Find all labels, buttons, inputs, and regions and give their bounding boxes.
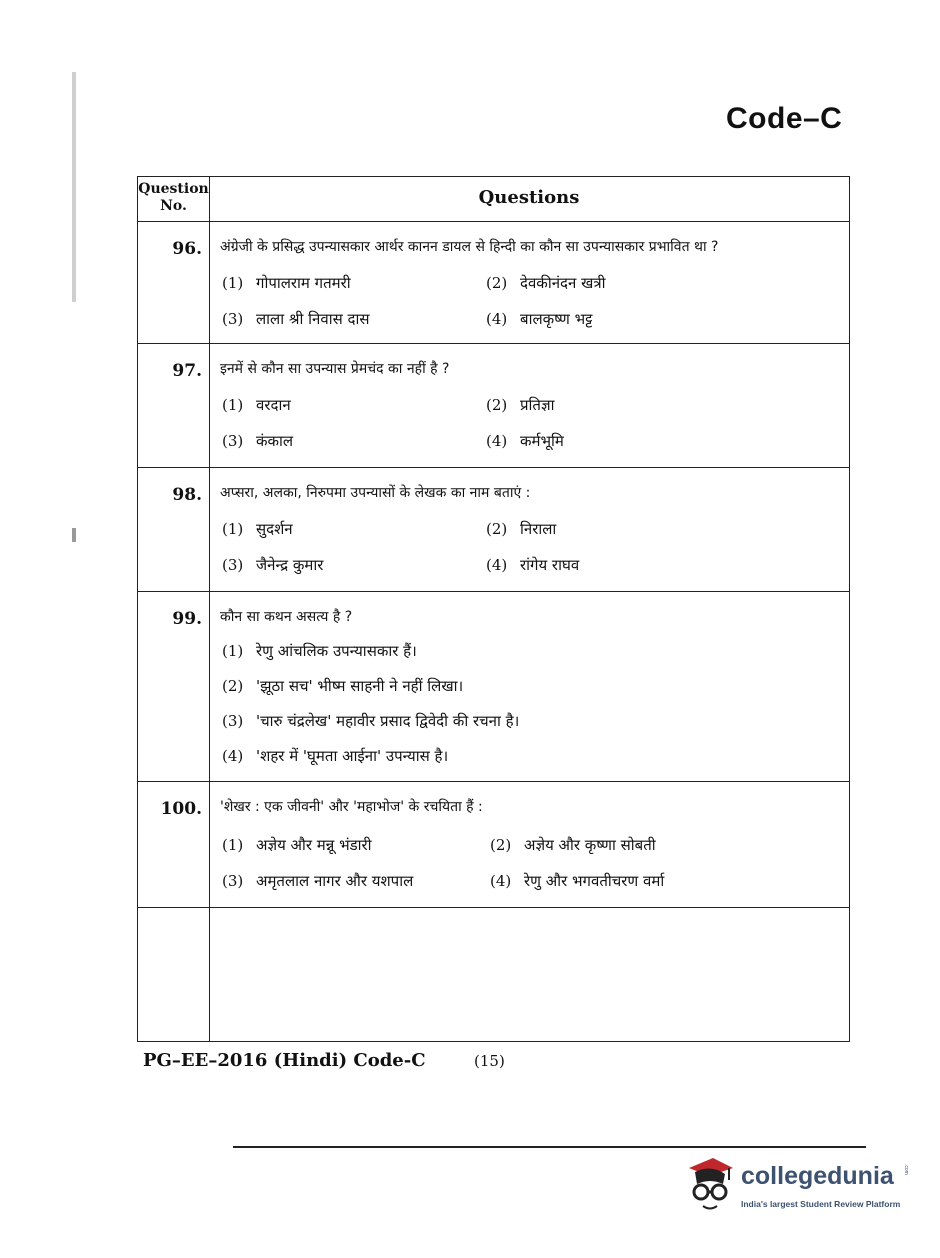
option-text: रेणु आंचलिक उपन्यासकार हैं। (256, 642, 417, 660)
option-text: अज्ञेय और कृष्णा सोबती (524, 836, 656, 854)
option-number: (3) (222, 310, 244, 328)
option-number: (2) (486, 396, 508, 414)
option-number: (4) (490, 872, 512, 890)
brand-domain: .com (903, 1164, 909, 1175)
option-1 (222, 273, 351, 293)
question-number: 96. (172, 239, 202, 259)
option-text: रांगेय राघव (520, 556, 580, 574)
empty-row (138, 907, 849, 1041)
brand-tagline: India's largest Student Review Platform (741, 1199, 901, 1209)
option-2 (486, 519, 556, 539)
option-2 (222, 676, 463, 696)
option-3 (222, 309, 370, 329)
option-3 (222, 555, 323, 575)
option-number: (1) (222, 274, 244, 292)
option-4 (490, 871, 664, 891)
graduate-mascot-icon (683, 1154, 737, 1214)
option-text: कंकाल (256, 432, 294, 450)
table-header-row (138, 177, 849, 222)
question-number: 97. (172, 361, 202, 381)
option-4 (222, 746, 448, 766)
question-text: इनमें से कौन सा उपन्यास प्रेमचंद का नहीं है ? (220, 361, 450, 377)
question-row-100 (138, 781, 849, 908)
page-number: (15) (474, 1052, 505, 1070)
option-text: देवकीनंदन खत्री (520, 274, 606, 292)
option-text: रेणु और भगवतीचरण वर्मा (524, 872, 665, 890)
option-text: लाला श्री निवास दास (256, 310, 370, 328)
scan-edge-mark (72, 72, 76, 302)
option-3 (222, 431, 293, 451)
option-number: (3) (222, 872, 244, 890)
question-row-98 (138, 467, 849, 592)
option-text: बालकृष्ण भट्ट (520, 310, 593, 328)
option-number: (1) (222, 836, 244, 854)
option-number: (2) (486, 274, 508, 292)
option-4 (486, 309, 592, 329)
question-number: 99. (172, 609, 202, 629)
header-question-no: Question No. (138, 181, 209, 214)
option-number: (3) (222, 556, 244, 574)
question-number: 100. (160, 799, 202, 819)
option-2 (490, 835, 656, 855)
option-number: (2) (486, 520, 508, 538)
option-text: सुदर्शन (256, 520, 293, 538)
option-1 (222, 519, 293, 539)
question-row-97 (138, 343, 849, 468)
question-text: अप्सरा, अलका, निरुपमा उपन्यासों के लेखक का नाम बताएं : (220, 485, 531, 501)
option-4 (486, 431, 564, 451)
option-text: वरदान (256, 396, 291, 414)
question-number: 98. (172, 485, 202, 505)
option-text: अमृतलाल नागर और यशपाल (256, 872, 414, 890)
question-text: अंग्रेजी के प्रसिद्ध उपन्यासकार आर्थर कानन डायल से हिन्दी का कौन सा उपन्यासकार प्रभावित था ? (220, 239, 719, 255)
option-text: जैनेन्द्र कुमार (256, 556, 324, 574)
footer-paper-code: PG–EE–2016 (Hindi) Code-C (143, 1050, 426, 1071)
option-1 (222, 641, 417, 661)
header-questions: Questions (478, 187, 580, 208)
option-text: निराला (520, 520, 557, 538)
option-number: (4) (486, 310, 508, 328)
option-number: (3) (222, 432, 244, 450)
option-text: 'झूठा सच' भीष्म साहनी ने नहीं लिखा। (256, 677, 464, 695)
option-4 (486, 555, 579, 575)
option-number: (1) (222, 642, 244, 660)
option-text: अज्ञेय और मन्नू भंडारी (256, 836, 372, 854)
option-text: कर्मभूमि (520, 432, 564, 450)
option-2 (486, 273, 606, 293)
option-number: (2) (222, 677, 244, 695)
brand-name: collegedunia (741, 1162, 894, 1190)
question-row-96 (138, 221, 849, 344)
option-2 (486, 395, 554, 415)
option-1 (222, 835, 372, 855)
paper-code-header: Code–C (726, 102, 843, 135)
option-number: (4) (222, 747, 244, 765)
option-text: गोपालराम गतमरी (256, 274, 351, 292)
option-number: (1) (222, 396, 244, 414)
option-number: (4) (486, 432, 508, 450)
option-number: (3) (222, 712, 244, 730)
option-3 (222, 871, 413, 891)
question-table (137, 176, 850, 1042)
option-text: 'शहर में 'घूमता आईना' उपन्यास है। (256, 747, 449, 765)
option-number: (1) (222, 520, 244, 538)
option-1 (222, 395, 291, 415)
question-text: 'शेखर : एक जीवनी' और 'महाभोज' के रचयिता हैं : (220, 799, 483, 815)
footer-divider (233, 1146, 866, 1148)
question-text: कौन सा कथन असत्य है ? (220, 609, 353, 625)
brand-watermark (683, 1152, 913, 1222)
option-number: (4) (486, 556, 508, 574)
option-text: 'चारु चंद्रलेख' महावीर प्रसाद द्विवेदी की रचना है। (256, 712, 520, 730)
option-number: (2) (490, 836, 512, 854)
option-text: प्रतिज्ञा (520, 396, 555, 414)
option-3 (222, 711, 519, 731)
question-row-99 (138, 591, 849, 782)
scan-speck (72, 528, 76, 542)
